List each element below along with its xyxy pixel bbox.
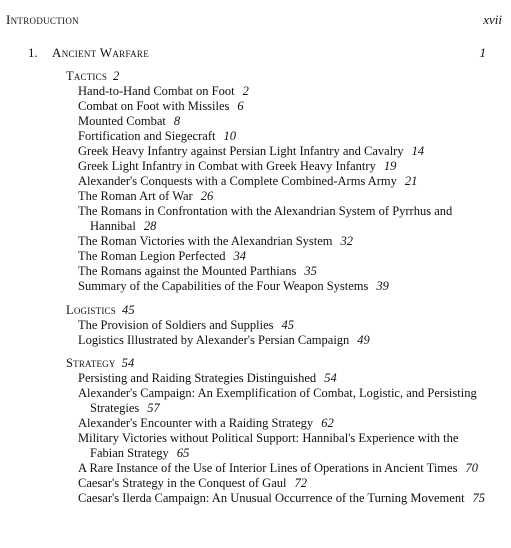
page-number: 19 bbox=[383, 159, 397, 173]
page-number: 70 bbox=[465, 461, 478, 475]
entry-text: Fortification and Siegecraft bbox=[78, 129, 216, 143]
toc-entry bbox=[66, 264, 491, 279]
section-logistics bbox=[66, 303, 491, 348]
running-header-page-number: xvii bbox=[483, 12, 502, 27]
toc-entry bbox=[66, 234, 491, 249]
entry-text: The Roman Legion Perfected bbox=[78, 249, 226, 263]
entry-text: The Roman Art of War bbox=[78, 189, 193, 203]
toc-entry bbox=[66, 333, 491, 348]
toc-entry bbox=[66, 114, 491, 129]
toc-entry bbox=[66, 144, 491, 159]
toc-entry bbox=[66, 461, 491, 476]
toc-entry bbox=[66, 431, 491, 461]
page-number: 6 bbox=[237, 99, 244, 113]
page-number: 45 bbox=[121, 303, 135, 317]
section-strategy bbox=[66, 356, 491, 506]
toc-entry bbox=[66, 416, 491, 431]
entry-text: The Provision of Soldiers and Supplies bbox=[78, 318, 274, 332]
entry-text: Alexander's Conquests with a Complete Combined-Arms Army bbox=[78, 174, 397, 188]
entry-text: Summary of the Capabilities of the Four Weapon Systems bbox=[78, 279, 369, 293]
page-number: 2 bbox=[242, 84, 249, 98]
page-number: 54 bbox=[121, 356, 135, 370]
entry-text: Logistics Illustrated by Alexander's Persian Campaign bbox=[78, 333, 350, 347]
running-header-title: Introduction bbox=[6, 12, 79, 27]
section-heading-text: Strategy bbox=[66, 356, 116, 370]
entry-text: Greek Light Infantry in Combat with Greek Heavy Infantry bbox=[78, 159, 376, 173]
page-number: 28 bbox=[143, 219, 157, 233]
toc-entry bbox=[66, 204, 491, 234]
entry-text: The Romans against the Mounted Parthians bbox=[78, 264, 297, 278]
entry-text: Mounted Combat bbox=[78, 114, 166, 128]
toc-entry bbox=[66, 159, 491, 174]
page-number: 45 bbox=[281, 318, 294, 332]
page-number: 32 bbox=[340, 234, 354, 248]
entry-text: The Roman Victories with the Alexandrian System bbox=[78, 234, 333, 248]
entry-text: Caesar's Ilerda Campaign: An Unusual Occurrence of the Turning Movement bbox=[78, 491, 465, 505]
page-number: 65 bbox=[176, 446, 190, 460]
entry-text: Caesar's Strategy in the Conquest of Gaul bbox=[78, 476, 287, 490]
page-number: 34 bbox=[233, 249, 247, 263]
toc-entry bbox=[66, 129, 491, 144]
entry-text: A Rare Instance of the Use of Interior Lines of Operations in Ancient Times bbox=[78, 461, 458, 475]
page-number: 72 bbox=[294, 476, 307, 490]
section-heading bbox=[66, 356, 491, 371]
toc-entry bbox=[66, 386, 491, 416]
page-number: 10 bbox=[223, 129, 236, 143]
page-number: 21 bbox=[404, 174, 418, 188]
toc-entry bbox=[66, 476, 491, 491]
page-number: 49 bbox=[357, 333, 370, 347]
section-heading bbox=[66, 69, 491, 84]
toc-entry bbox=[66, 279, 491, 294]
section-heading-text: Logistics bbox=[66, 303, 116, 317]
entry-text: The Romans in Confrontation with the Alexandrian System of Pyrrhus and Hannibal bbox=[78, 204, 453, 233]
toc-entry bbox=[66, 371, 491, 386]
section-heading-text: Tactics bbox=[66, 69, 108, 83]
toc-entry bbox=[66, 84, 491, 99]
toc-entry bbox=[66, 318, 491, 333]
toc-entry bbox=[66, 249, 491, 264]
page-number: 75 bbox=[472, 491, 486, 505]
entry-text: Greek Heavy Infantry against Persian Light Infantry and Cavalry bbox=[78, 144, 404, 158]
toc-entry bbox=[66, 174, 491, 189]
entry-text: Hand-to-Hand Combat on Foot bbox=[78, 84, 235, 98]
page-number: 35 bbox=[304, 264, 317, 278]
toc-entry bbox=[66, 189, 491, 204]
page-number: 57 bbox=[147, 401, 160, 415]
chapter-number: 1. bbox=[28, 45, 38, 60]
page-number: 14 bbox=[411, 144, 425, 158]
page-number: 26 bbox=[200, 189, 214, 203]
page-number: 39 bbox=[376, 279, 389, 293]
section-heading bbox=[66, 303, 491, 318]
entry-text: Combat on Foot with Missiles bbox=[78, 99, 230, 113]
page-number: 62 bbox=[321, 416, 334, 430]
toc-entry bbox=[66, 99, 491, 114]
page-number: 2 bbox=[113, 69, 120, 83]
entry-text: Alexander's Campaign: An Exemplification of Combat, Logistic, and Persisting Strategies bbox=[78, 386, 477, 415]
toc-entry bbox=[66, 491, 491, 506]
page-number: 8 bbox=[173, 114, 181, 128]
chapter-entry bbox=[28, 45, 486, 61]
chapter-title: Ancient Warfare bbox=[52, 45, 150, 60]
entry-text: Alexander's Encounter with a Raiding Strategy bbox=[78, 416, 314, 430]
page-number: 54 bbox=[324, 371, 337, 385]
entry-text: Military Victories without Political Support: Hannibal's Experience with the Fabian Strategy bbox=[78, 431, 459, 460]
chapter-page-number: 1 bbox=[479, 45, 486, 60]
section-tactics bbox=[66, 69, 491, 294]
entry-text: Persisting and Raiding Strategies Distinguished bbox=[78, 371, 317, 385]
